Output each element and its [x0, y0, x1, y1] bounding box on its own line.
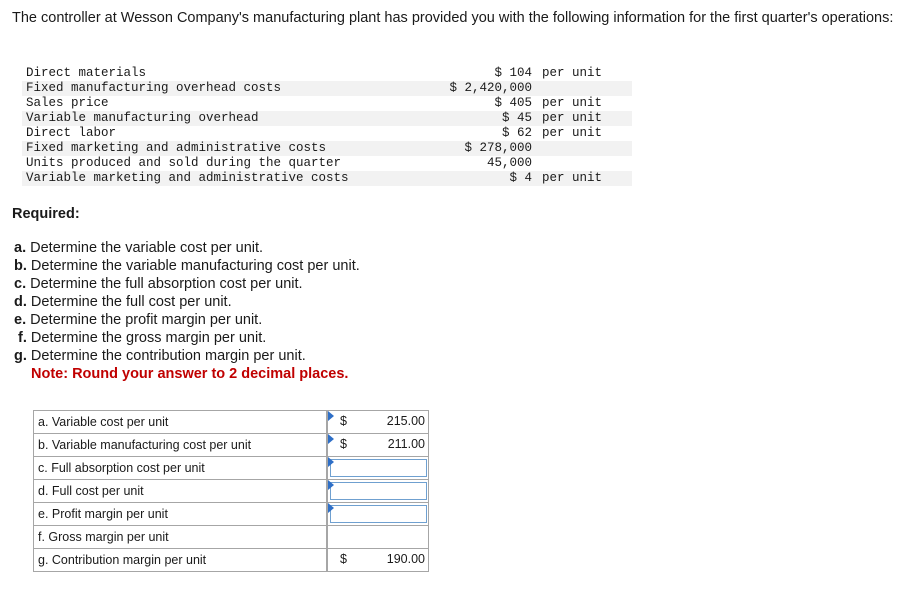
flag-icon: [328, 411, 334, 421]
question-text: Determine the variable cost per unit.: [30, 240, 264, 256]
row-amount: $ 45: [440, 111, 532, 126]
question-letter: a.: [14, 240, 27, 256]
table-row: [22, 96, 632, 111]
rounding-note: Note: Round your answer to 2 decimal places.: [31, 366, 349, 382]
answer-input-f[interactable]: [328, 526, 429, 549]
row-amount: 45,000: [486, 156, 532, 170]
row-label: Fixed manufacturing overhead costs: [22, 81, 440, 96]
question-item: [14, 347, 360, 365]
row-amount: $ 278,000: [440, 141, 532, 156]
table-row: [22, 141, 632, 156]
answer-table-container: [33, 410, 429, 572]
question-letter: b.: [14, 258, 27, 274]
table-row: [22, 66, 632, 81]
question-item: [14, 311, 360, 329]
row-unit: [532, 81, 632, 96]
answer-value: 215.00: [386, 414, 425, 428]
row-amount: $ 2,420,000: [440, 81, 532, 96]
problem-intro: The controller at Wesson Company's manufacturing plant has provided you with the following information for the first quarter's operations:: [12, 10, 894, 26]
answer-input-a[interactable]: [328, 411, 429, 434]
row-label: Variable manufacturing overhead: [22, 111, 440, 126]
answer-label: f. Gross margin per unit: [34, 526, 327, 549]
input-box[interactable]: [330, 459, 427, 477]
question-letter: e.: [14, 312, 27, 328]
answer-label: d. Full cost per unit: [34, 480, 327, 503]
row-unit: per unit: [542, 96, 603, 110]
row-label: Variable marketing and administrative costs: [22, 171, 440, 186]
answer-input-d[interactable]: [328, 480, 429, 503]
question-letter: g.: [14, 348, 27, 364]
flag-icon: [328, 503, 334, 513]
answer-input-e[interactable]: [328, 503, 429, 526]
row-amount: $ 4: [440, 171, 532, 186]
answer-row: [34, 526, 429, 549]
question-text: Determine the full cost per unit.: [30, 294, 232, 310]
row-label: Direct labor: [26, 126, 117, 140]
question-list: [14, 239, 360, 383]
row-amount: $ 62: [501, 126, 532, 140]
answer-label: b. Variable manufacturing cost per unit: [34, 434, 327, 457]
answer-label: g. Contribution margin per unit: [34, 549, 327, 572]
question-letter: d.: [14, 294, 27, 310]
question-text: Determine the variable manufacturing cost per unit.: [30, 258, 360, 274]
answer-input-c[interactable]: [328, 457, 429, 480]
answer-label: c. Full absorption cost per unit: [34, 457, 327, 480]
answer-label: e. Profit margin per unit: [34, 503, 327, 526]
row-unit: [532, 141, 632, 156]
question-item: [14, 239, 360, 257]
required-heading: Required:: [12, 206, 80, 222]
answer-input-b[interactable]: [328, 434, 429, 457]
row-label: Direct materials: [26, 66, 147, 80]
row-label: Fixed marketing and administrative costs: [22, 141, 440, 156]
question-letter: c.: [14, 276, 27, 292]
answer-value: 190.00: [386, 552, 425, 566]
answer-table: [33, 410, 429, 572]
question-item: [14, 329, 360, 347]
question-letter: f.: [18, 330, 27, 346]
dollar-sign: $: [340, 414, 347, 428]
row-amount: $ 104: [494, 66, 532, 80]
row-unit: per unit: [532, 111, 632, 126]
question-text: Determine the contribution margin per unit.: [30, 348, 306, 364]
answer-row: [34, 434, 429, 457]
question-item: [14, 293, 360, 311]
row-amount: $ 405: [494, 96, 532, 110]
table-row: [22, 81, 632, 96]
table-row: [22, 111, 632, 126]
answer-row: [34, 549, 429, 572]
question-text: Determine the profit margin per unit.: [30, 312, 263, 328]
row-unit: [532, 156, 632, 171]
question-text: Determine the full absorption cost per unit.: [30, 276, 303, 292]
row-label: Units produced and sold during the quarter: [26, 156, 342, 170]
question-item: [14, 275, 360, 293]
question-text: Determine the gross margin per unit.: [30, 330, 267, 346]
table-row: [22, 171, 632, 186]
flag-icon: [328, 457, 334, 467]
dollar-sign: $: [340, 552, 347, 566]
row-unit: per unit: [542, 66, 603, 80]
flag-icon: [328, 480, 334, 490]
answer-input-g[interactable]: [328, 549, 429, 572]
answer-value: 211.00: [387, 437, 425, 451]
answer-row: [34, 480, 429, 503]
dollar-sign: $: [340, 437, 347, 451]
row-unit: per unit: [542, 126, 603, 140]
flag-icon: [328, 434, 334, 444]
answer-label: a. Variable cost per unit: [34, 411, 327, 434]
answer-row: [34, 411, 429, 434]
given-data-table: [22, 66, 632, 186]
input-box[interactable]: [330, 482, 427, 500]
answer-row: [34, 457, 429, 480]
table-row: [22, 126, 632, 141]
answer-row: [34, 503, 429, 526]
row-unit: per unit: [532, 171, 632, 186]
input-box[interactable]: [330, 505, 427, 523]
table-row: [22, 156, 632, 171]
row-label: Sales price: [26, 96, 109, 110]
question-item: [14, 257, 360, 275]
